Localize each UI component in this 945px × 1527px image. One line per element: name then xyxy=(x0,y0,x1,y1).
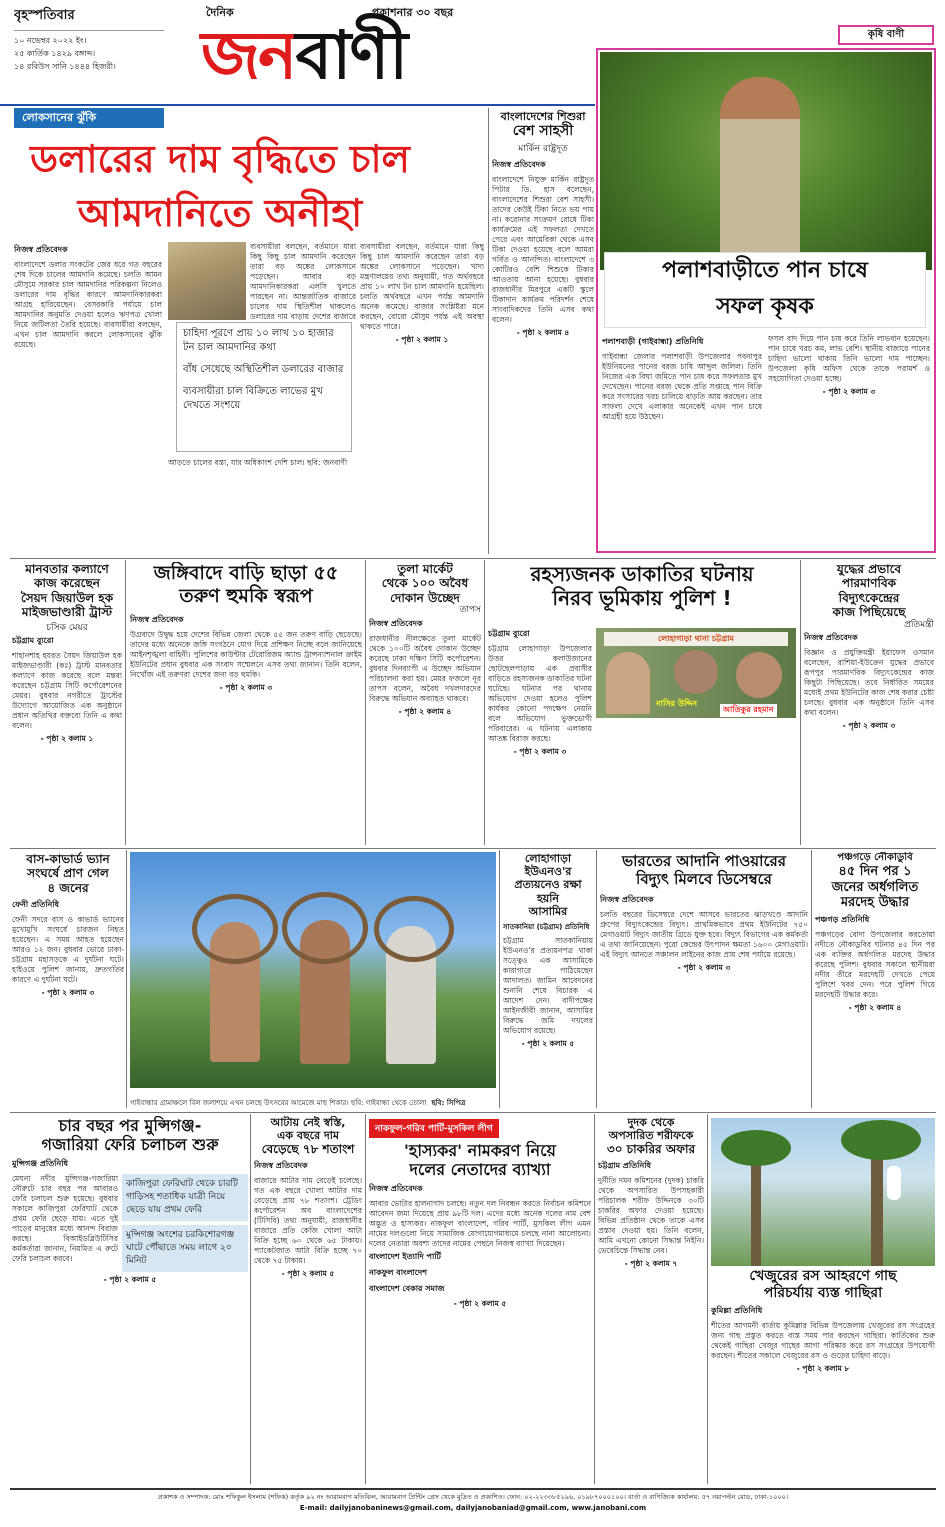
tula-byline: নিজস্ব প্রতিবেদক xyxy=(369,618,423,628)
highlight-item-1: চাহিদা পূরণে প্রায় ১০ লাখ ১০ হাজার টন চাল আমদানির কথা xyxy=(183,328,334,353)
betel-column-2 xyxy=(768,334,930,548)
war-body: বিজ্ঞান ও প্রযুক্তিমন্ত্রী ইয়াফেস ওসমান বলেছেন, রাশিয়া-ইউক্রেন যুদ্ধের প্রভাবে রূপপুর পারমাণবিক বিদ্যুৎকেন্দ্রের কাজ কিছুটা পিছিয়েছে। তবে নির্ধারিত সময়ের মধ্যেই প্রথম ইউনিটের কাজ শেষ করার চেষ্টা চলছে। বুধবার এক অনুষ্ঠানে তিনি এসব কথা বলেন। xyxy=(804,648,934,718)
lead-body-1: বাংলাদেশে ডলার সংকটের জের ধরে গত বছরের শেষ দিকে চালের আমদানি কমেছে। চলতি আমন মৌসুমে সরকার চাল আমদানির পরিকল্পনা নিলেও ডলারের দাম বৃদ্ধির কারণে আমদানিকারকরা আগ্রহ হারিয়েছেন। বেসরকারি পর্যায়ে চাল আমদানির অনুমতি দেওয়া হলেও ঋণপত্র খোলা নিয়ে জটিলতা তৈরি হয়েছে। ব্যবসায়ীরা বলছেন, এখন চাল আমদানি করলে লোকসানের ঝুঁকি রয়েছে। xyxy=(14,260,162,349)
trust-headline-line3: সৈয়দ জিয়াউল হক xyxy=(20,590,114,605)
lohagara-headline-line3: আসামির xyxy=(528,904,568,918)
logo-name-black: বাণী xyxy=(295,17,407,94)
portrait-2 xyxy=(674,650,718,694)
boat-headline-line3: জনের অর্ধগলিত xyxy=(831,879,919,895)
ferry-story xyxy=(12,1116,248,1476)
bus-continued: - পৃষ্ঠা ২ কলাম ৩ xyxy=(41,988,95,998)
robbery-text xyxy=(488,626,592,842)
trust-headline-line4: মাইজভাণ্ডারী ট্রাস্ট xyxy=(21,605,113,620)
boat-headline-line2: ৪৫ দিন পর ১ xyxy=(838,864,912,879)
nickname-byline: নিজস্ব প্রতিবেদক xyxy=(369,1184,423,1194)
dudok-body: দুর্নীতি দমন কমিশনের (দুদক) চাকরি থেকে অপসারিত উপসহকারী পরিচালক শরীফ উদ্দিনকে ৩০টি চাকরির অফার দেওয়া হয়েছে। বিভিন্ন প্রতিষ্ঠান থেকে তাকে এসব প্রস্তাব দেওয়া হয়। তিনি বলেন, আমি এখনো কোনো সিদ্ধান্ত নিইনি। ভেবেচিন্তে সিদ্ধান্ত নেব। xyxy=(598,1175,704,1255)
youth-headline-line1: জঙ্গিবাদে বাড়ি ছাড়া ৫৫ xyxy=(153,562,339,584)
dudok-byline: চট্টগ্রাম প্রতিনিধি xyxy=(598,1160,652,1170)
kids-continued: - পৃষ্ঠা ২ কলাম ৪ xyxy=(516,327,570,337)
tula-body: রাজধানীর নীলক্ষেতে তুলা মার্কেট থেকে ১০০টি অবৈধ দোকান উচ্ছেদ করেছে ঢাকা দক্ষিণ সিটি কর্পোরেশন। বুধবার দিনব্যাপী এ উচ্ছেদ অভিযান পরিচালনা করা হয়। মেয়র ফজলে নূর তাপস বলেন, অবৈধ দখলদারদের বিরুদ্ধে অভিযান অব্যাহত থাকবে। xyxy=(369,633,481,703)
atta-headline-line3: বেড়েছে ৭৮ শতাংশ xyxy=(261,1142,355,1157)
portrait-1 xyxy=(606,652,650,714)
betel-continued: - পৃষ্ঠা ২ কলাম ৩ xyxy=(822,387,876,396)
weekday: বৃহস্পতিবার xyxy=(14,8,75,23)
youth-continued: - পৃষ্ঠা ২ কলাম ৩ xyxy=(219,682,273,692)
lohagara-byline: সাতকানিয়া (চট্টগ্রাম) প্রতিনিধি xyxy=(503,922,590,931)
robbery-headline-line2: নিরব ভূমিকায় পুলিশ ! xyxy=(552,586,732,610)
ferry-highlight-2: মুন্সিগঞ্জ অংশের চরকিশোরগঞ্জ ঘাটে পৌঁছাতে সময় লাগে ২০ মিনিট xyxy=(122,1225,248,1272)
date-palm-story xyxy=(711,1268,935,1478)
lead-photo-caption: আড়তে চালের বস্তা, যার অধিকাংশ দেশি চাল। ছবি: জনবাণী xyxy=(168,458,348,467)
date-hijri: ১৪ রবিউস সানি ১৪৪৪ হিজরী। xyxy=(14,62,116,71)
nickname-continued: - পৃষ্ঠা ২ কলাম ৫ xyxy=(453,1299,507,1309)
war-continued: - পৃষ্ঠা ২ কলাম ৩ xyxy=(842,721,896,731)
newspaper-logo xyxy=(196,2,586,102)
lohagara-headline-line1: লোহাগাড়া ইউএনও'র xyxy=(524,852,572,879)
nickname-headline-line1: 'হাস্যকর' নামকরণ নিয়ে xyxy=(404,1141,556,1160)
ferry-byline: মুন্সিগঞ্জ প্রতিনিধি xyxy=(12,1159,68,1169)
kids-story xyxy=(492,110,594,550)
lead-headline-line1: ডলারের দাম বৃদ্ধিতে চাল xyxy=(30,137,410,181)
lohagara-headline-line2: প্রত্যয়নেও রক্ষা হয়নি xyxy=(514,878,582,905)
masthead-date-block xyxy=(14,6,164,86)
robbery-byline: চট্টগ্রাম ব্যুরো xyxy=(488,629,530,638)
lohagara-continued: - পৃষ্ঠা ২ কলাম ৫ xyxy=(521,1038,575,1048)
highlight-item-2: বাঁধ সেধেছে অস্থিতিশীল ডলারের বাজার xyxy=(183,364,344,375)
war-story xyxy=(804,562,934,842)
youth-headline-line2: তরুণ হুমকি স্বরূপ xyxy=(179,584,313,607)
fishermen-credit: ছবি: সিপিত্র xyxy=(431,1099,466,1107)
war-byline: নিজস্ব প্রতিবেদক xyxy=(804,633,858,643)
nickname-kicker: নাকফুল-গরিব পার্টি-মুসকিল লীগ xyxy=(369,1119,499,1138)
dudok-headline-line3: ৩০ চাকরির অফার xyxy=(606,1142,696,1157)
date-palm-body: শীতের আগমনী বার্তায় কুমিল্লার বিভিন্ন উপজেলায় খেজুরের রস সংগ্রহের জন্য গাছ প্রস্তুত করতে ব্যস্ত সময় পার করছেন গাছিরা। কার্তিকের শুরু থেকেই গাছিরা খেজুর গাছের আগা পরিষ্কার করে রস সংগ্রহের উপযোগী করছেন। শীতের সকালে খেজুরের রস ও গুড়ের চাহিদা বাড়ে। xyxy=(711,1320,935,1360)
palm-crown-1 xyxy=(721,1130,791,1166)
ferry-continued: - পৃষ্ঠা ২ কলাম ৫ xyxy=(103,1275,157,1285)
fish-trap-1 xyxy=(192,894,278,964)
date-palm-continued: - পৃষ্ঠা ২ কলাম ৮ xyxy=(796,1363,850,1373)
fishermen-caption-row xyxy=(130,1090,496,1108)
war-headline-line1: যুদ্ধের প্রভাবে xyxy=(836,562,902,576)
kids-headline-line2: বেশ সাহসী xyxy=(512,123,574,140)
tula-headline-line1: তুলা মার্কেট xyxy=(397,562,453,576)
bus-body: ফেনী সদরে বাস ও কাভার্ড ভ্যানের মুখোমুখি সংঘর্ষে চারজন নিহত হয়েছেন। এ সময় আহত হয়েছেন আরও ১২ জন। বুধবার ভোরে ঢাকা-চট্টগ্রাম মহাসড়কে এ দুর্ঘটনা ঘটে। হাইওয়ে পুলিশ জানায়, দ্রুতগতির কারণে এ দুর্ঘটনা ঘটে। xyxy=(12,915,124,985)
fish-trap-3 xyxy=(374,896,454,962)
nickname-body: আবার ভোটার হালনাগাদ চলছে। নতুন দল নিবন্ধন করতে নির্বাচন কমিশনে আবেদন জমা দিয়েছে প্রায় ৯৮টি দল। এদের মধ্যে অনেক দলের নাম বেশ অদ্ভুত ও হাস্যকর। নাকফুল বাংলাদেশ, গরিব পার্টি, মুসকিল লীগ এমন নামের দলগুলো নিয়ে সামাজিক যোগাযোগমাধ্যমে চলছে নানা আলোচনা। দলের নেতারা অবশ্য তাদের নামের পেছনে নিজস্ব ব্যাখ্যা দিয়েছেন। xyxy=(369,1199,591,1249)
boat-story xyxy=(815,852,935,1102)
imprint-footer xyxy=(10,1492,936,1524)
tula-headline-line3: দোকান উচ্ছেদ xyxy=(390,590,460,605)
trust-headline-line1: মানবতার কল্যাণে xyxy=(25,562,109,576)
adani-headline-line2: বিদ্যুৎ মিলবে ডিসেম্বরে xyxy=(636,870,772,888)
fishermen-photo xyxy=(130,852,496,1088)
boat-continued: - পৃষ্ঠা ২ কলাম ৪ xyxy=(848,1002,902,1012)
lead-continued: - পৃষ্ঠা ২ কলাম ১ xyxy=(395,335,449,344)
trust-continued: - পৃষ্ঠা ২ কলাম ১ xyxy=(40,734,94,744)
logo-name-red: জন xyxy=(201,17,296,94)
boat-body: পঞ্চগড়ের বোদা উপজেলার করতোয়া নদীতে নৌকাডুবির ঘটনার ৪৫ দিন পর এক ব্যক্তির অর্ধগলিত মরদেহ উদ্ধার করেছে পুলিশ। বুধবার সকালে স্থানীয়রা নদীর তীরে মরদেহটি দেখতে পেয়ে পুলিশে খবর দেন। পরে পুলিশ গিয়ে মরদেহটি উদ্ধার করে। xyxy=(815,929,935,999)
boat-headline-line1: পঞ্চগড়ে নৌকাডুবি xyxy=(837,852,913,863)
ferry-headline-line1: চার বছর পর মুন্সিগঞ্জ- xyxy=(58,1116,202,1135)
betel-column-1 xyxy=(602,334,762,548)
contact-line: E-mail: dailyjanobaninews@gmail.com, dailyjanobaniad@gmail.com, www.janobani.com xyxy=(299,1504,647,1512)
robbery-body: চট্টগ্রাম লোহাগাড়া উপজেলার উত্তর কলাউজানের ছোটছেলপাড়ায় এক প্রবাসীর বাড়িতে রহস্যজনক ডাকাতির ঘটনা ঘটেছে। ঘটনার পর থানায় অভিযোগ দেওয়া হলেও পুলিশ কার্যকর কোনো পদক্ষেপ নেয়নি বলে অভিযোগ ভুক্তভোগী পরিবারের। এ ঘটনায় এলাকায় আতঙ্ক বিরাজ করছে। xyxy=(488,644,592,743)
betel-body-2: ফসল বাদ দিয়ে পান চাষ করে তিনি লাভবান হয়েছেন। পান চাষে খরচ কম, লাভ বেশি। স্থানীয় বাজারে পানের চাহিদা ভালো থাকায় তিনি ভালো দাম পাচ্ছেন। উপজেলা কৃষি অফিস থেকে তাকে পরামর্শ ও সহযোগিতা দেওয়া হচ্ছে। xyxy=(768,334,930,383)
ferry-headline-line2: গজারিয়া ফেরি চলাচল শুরু xyxy=(41,1135,219,1155)
atta-headline-line1: আটায় নেই স্বস্তি, xyxy=(270,1116,346,1129)
war-headline-line4: কাজ পিছিয়েছে xyxy=(832,605,906,620)
dudok-headline-line2: অপসারিত শরীফকে xyxy=(608,1129,694,1143)
adani-continued: - পৃষ্ঠা ২ কলাম ৩ xyxy=(677,963,731,972)
betel-headline-box xyxy=(604,252,926,328)
lead-body-3: ব্যবসায়ীরা বলছেন, বর্তমানে যারা কিছু কিছু চাল আমদানি করেছেন তারা বড় অঙ্কের লোকসানে পড়েছেন। খাদ্য মন্ত্রণালয়ের তথ্য অনুযায়ী, গত অর্থবছরে প্রায় ১০ লাখ টন চাল আমদানি হয়েছিল। চলতি অর্থবছরে এখন পর্যন্ত আমদানি অনেক কমেছে। বাজার সংশ্লিষ্টরা মনে করছেন, বোরো মৌসুম পর্যন্ত এই অবস্থা থাকতে পারে। xyxy=(360,242,484,331)
lead-highlight-box xyxy=(176,322,352,452)
palm-crown-2 xyxy=(841,1120,921,1160)
bus-byline: ফেনী প্রতিনিধি xyxy=(12,900,60,910)
nickname-story xyxy=(369,1116,591,1476)
robbery-continued: - পৃষ্ঠা ২ কলাম ৩ xyxy=(513,747,567,756)
trust-headline-line2: কাজ করেছেন xyxy=(34,576,100,591)
kids-headline-line1: বাংলাদেশের শিশুরা xyxy=(500,110,586,123)
photo-name-2: আতিকুর রহমান xyxy=(720,704,777,717)
lead-photo-rice-sacks xyxy=(168,242,246,320)
adani-headline-line1: ভারতের আদানি পাওয়ারের xyxy=(621,852,786,870)
masthead-underline xyxy=(0,104,595,106)
police-station-banner: লোহাগাড়া থানা চট্টগ্রাম xyxy=(604,632,788,646)
dudok-continued: - পৃষ্ঠা ২ কলাম ৭ xyxy=(624,1258,678,1268)
ferry-highlight-1: কাজিপুরা ফেরিঘাট থেকে চারটি গাড়িসহ শতাধিক যাত্রী নিয়ে ছেড়ে যায় প্রথম ফেরি xyxy=(122,1174,248,1221)
youth-story xyxy=(130,562,362,842)
betel-farmer-photo xyxy=(600,52,932,270)
krishi-bani-tag: কৃষি বাণী xyxy=(838,25,934,45)
atta-body: বাজারে আটার দাম বেড়েই চলেছে। গত এক বছরে খোলা আটার দাম বেড়েছে প্রায় ৭৮ শতাংশ। ট্রেডিং কর্পোরেশন অব বাংলাদেশের (টিসিবি) তথ্য অনুযায়ী, রাজধানীর বাজারে প্রতি কেজি খোলা আটা বিক্রি হচ্ছে ৬০ থেকে ৬৫ টাকায়। প্যাকেটজাত আটা বিক্রি হচ্ছে ৭০ থেকে ৭৫ টাকায়। xyxy=(254,1175,362,1265)
tula-headline-line2: থেকে ১০০ অবৈধ xyxy=(381,576,469,591)
betel-body-1: গাইবান্ধা জেলার পলাশবাড়ী উপজেলার পবনাপুর ইউনিয়নের পানের বরজ চাষি আব্দুল জলিল। তিনি নিজের এক বিঘা জমিতে পান চাষ করে সফলতার মুখ দেখেছেন। পানের বরজ থেকে প্রতি সপ্তাহে পান বিক্রি করে সংসারের খরচ চালিয়ে বাড়তি আয় করছেন। তার সাফল্য দেখে এলাকার অনেকেই এখন পান চাষে আগ্রহী হয়ে উঠছেন। xyxy=(602,352,762,421)
lead-headline-line2: আমদানিতে অনীহা xyxy=(77,191,363,235)
lead-column-3 xyxy=(360,242,484,552)
nickname-subhead-1: বাংলাদেশ ইত্যাদি পার্টি xyxy=(369,1252,441,1262)
trust-body: শাহানশাহ হযরত সৈয়দ জিয়াউল হক মাইজভাণ্ডারী (কঃ) ট্রাস্ট মানবতার কল্যাণে কাজ করেছে বলে মন্তব্য করেছেন চট্টগ্রাম সিটি কর্পোরেশনের মেয়র। বুধবার নগরীতে ট্রাস্টের উদ্যোগে আয়োজিত এক অনুষ্ঠানে প্রধান অতিথির বক্তব্যে তিনি এ কথা বলেন। xyxy=(12,651,122,731)
betel-byline: পলাশবাড়ী (গাইবান্ধা) প্রতিনিধি xyxy=(602,337,704,346)
date-palm-photo xyxy=(711,1118,935,1266)
date-palm-byline: কুমিল্লা প্রতিনিধি xyxy=(711,1305,763,1315)
atta-continued: - পৃষ্ঠা ২ কলাম ৫ xyxy=(281,1268,335,1278)
trust-subhead: চসিক মেয়র xyxy=(46,622,88,633)
bus-headline-line1: বাস-কাভার্ড ভ্যান xyxy=(26,852,110,866)
war-headline-line3: বিদ্যুৎকেন্দ্রের xyxy=(838,590,900,605)
lead-column-2 xyxy=(250,242,356,320)
kids-body: বাংলাদেশে নিযুক্ত মার্কিন রাষ্ট্রদূত পিটার ডি. হাস বলেছেন, বাংলাদেশের শিশুরা বেশ সাহসী। তাদের কেউই টিকা নিতে ভয় পায় না। করোনার সংক্রমণ রোধে টিকা কার্যক্রমের এই সফলতা দেখতে পেরে এবং আমেরিকা থেকে এসব টিকা দেওয়া হয়েছে বলে আমরা গর্বিত ও আনন্দিত। বাংলাদেশে ৩ কোটিরও বেশি শিশুকে টিকার আওতায় আনা হয়েছে। বুধবার রাজধানীর মিরপুরে একটি স্কুলে টিকাদান কার্যক্রম পরিদর্শন শেষে সাংবাদিকদের তিনি এসব কথা বলেন। xyxy=(492,174,594,324)
imprint-line: প্রকাশক ও সম্পাদক: মোঃ শফিকুল ইসলাম (শফিক) কর্তৃক ৯২ নং আরামবাগ মতিঝিল, আরামবাগ প্রিন্টিং প্রেস থেকে মুদ্রিত ও প্রকাশিত। ফোন: ০২-২২৩৩৮৫২৯৬, ০১৯৮৭০০০১০০। বার্তা ও বাণিজ্যিক কার্যালয়: ৫৭ নয়াপল্টন রোড, ঢাকা-১০০০। xyxy=(157,1493,789,1501)
lead-byline: নিজস্ব প্রতিবেদক xyxy=(14,245,68,254)
tula-subhead: তাপস xyxy=(459,605,481,616)
betel-headline-line1: পলাশবাড়ীতে পান চাষে xyxy=(662,258,868,283)
trust-byline: চট্টগ্রাম ব্যুরো xyxy=(12,636,54,646)
photo-name-1: নাসির উদ্দিন xyxy=(656,699,698,708)
atta-headline-line2: এক বছরে দাম xyxy=(276,1129,340,1143)
lohagara-story xyxy=(503,852,593,1102)
kids-subhead: মার্কিন রাষ্ট্রদূত xyxy=(518,143,568,154)
lead-column-1 xyxy=(14,242,162,552)
date-palm-headline-line1: খেজুরের রস আহরণে গাছ xyxy=(749,1268,897,1284)
robbery-photo-collage xyxy=(596,628,796,718)
fish-trap-2 xyxy=(282,892,368,964)
dudok-story xyxy=(598,1116,704,1476)
war-subhead: প্রতিমন্ত্রী xyxy=(904,619,934,630)
tula-continued: - পৃষ্ঠা ২ কলাম ৪ xyxy=(398,706,452,716)
logo-daily: দৈনিক xyxy=(206,6,234,19)
kids-byline: নিজস্ব প্রতিবেদক xyxy=(492,159,546,169)
trust-story xyxy=(12,562,122,842)
date-english: ১০ নভেম্বর ২০২২ ইং। xyxy=(14,36,87,45)
youth-body: উগ্রবাদে উদ্বুদ্ধ হয়ে দেশের বিভিন্ন জেলা থেকে ৫৫ জন তরুণ বাড়ি ছেড়েছে। তাদের মধ্যে অনেকে জঙ্গি সংগঠনে যোগ দিয়ে প্রশিক্ষণ নিচ্ছে বলে জানিয়েছে আইনশৃঙ্খলা বাহিনী। পুলিশের কাউন্টার টেরোরিজম অ্যান্ড ট্রান্সন্যাশনাল ক্রাইম ইউনিটের প্রধান বুধবার এক সংবাদ সম্মেলনে এসব তথ্য জানান। তিনি বলেন, নিখোঁজ এই তরুণরা দেশের জন্য বড় হুমকি। xyxy=(130,629,362,679)
boat-headline-line4: মরদেহ উদ্ধার xyxy=(840,895,910,911)
tula-story xyxy=(369,562,481,842)
sap-collector xyxy=(887,1166,901,1200)
logo-since: প্রকাশনার ৩০ বছর xyxy=(371,6,454,19)
lead-kicker: লোকসানের ঝুঁকি xyxy=(14,108,164,128)
nickname-subhead-2: নাকফুল বাংলাদেশ xyxy=(369,1268,427,1278)
bus-headline-line3: ৪ জনের xyxy=(47,880,89,895)
atta-story xyxy=(254,1116,362,1476)
boat-byline: পঞ্চগড় প্রতিনিধি xyxy=(815,914,870,924)
youth-byline: নিজস্ব প্রতিবেদক xyxy=(130,614,184,624)
date-palm-headline-line2: পরিচর্যায় ব্যস্ত গাছিরা xyxy=(763,1284,883,1301)
atta-byline: নিজস্ব প্রতিবেদক xyxy=(254,1160,308,1170)
fishermen-caption: গাইবান্ধার গ্রামাঞ্চলে বিল জলাশয়ে এখন চলছে উৎসবের আমেজে মাছ শিকার। ছবি: গাইবান্ধা থেকে তোলা xyxy=(130,1099,427,1107)
highlight-item-3: ব্যবসায়ীরা চাল বিক্রিতে লাভের মুখ দেখতে সংশয়ে xyxy=(183,386,323,411)
adani-body: চলতি বছরের ডিসেম্বরে দেশে আসবে ভারতের ঝাড়খণ্ডে আদানি গ্রুপের বিদ্যুৎকেন্দ্রের বিদ্যুৎ। প্রাথমিকভাবে প্রথম ইউনিটের ৭৫০ মেগাওয়াট বিদ্যুৎ জাতীয় গ্রিডে যুক্ত হবে। বিদ্যুৎ বিভাগের এক কর্মকর্তা এ তথ্য জানিয়েছেন। পুরো কেন্দ্রের উৎপাদন ক্ষমতা ১৬০০ মেগাওয়াট। এই বিদ্যুৎ আনতে সঞ্চালন লাইনের কাজ প্রায় শেষ পর্যায়ে রয়েছে। xyxy=(600,910,808,959)
bus-headline-line2: সংঘর্ষে প্রাণ গেল xyxy=(27,866,109,881)
dudok-headline-line1: দুদক থেকে xyxy=(627,1116,675,1129)
ferry-body: মেঘনা নদীর মুন্সিগঞ্জ-গজারিয়া নৌরুটে চার বছর পর আবারও ফেরি চলাচল শুরু হয়েছে। বুধবার সকালে কাজিপুরা ফেরিঘাট থেকে প্রথম ফেরি ছেড়ে যায়। এতে দুই পাড়ের মানুষের মধ্যে আনন্দ বিরাজ করছে। বিআইডব্লিউটিসির কর্মকর্তারা জানান, নিয়মিত এ রুটে ফেরি চলাচল করবে। xyxy=(12,1174,118,1264)
nickname-headline-line2: দলের নেতাদের ব্যাখ্যা xyxy=(409,1160,551,1180)
portrait-3 xyxy=(736,652,782,698)
robbery-headline-line1: রহস্যজনক ডাকাতির ঘটনায় xyxy=(530,562,754,586)
adani-byline: নিজস্ব প্রতিবেদক xyxy=(600,895,654,904)
lohagara-body: চট্টগ্রাম সাতকানিয়ায় ইউএনও'র প্রত্যয়নপত্র থাকা সত্ত্বেও এক আসামিকে কারাগারে পাঠিয়েছেন আদালত। জামিন আবেদনের শুনানি শেষে বিচারক এ আদেশ দেন। বাদীপক্ষের আইনজীবী জানান, আসামির বিরুদ্ধে জমি দখলের অভিযোগ রয়েছে। xyxy=(503,935,593,1035)
date-bangla: ২৫ কার্তিক ১৪২৯ বঙ্গাব্দ। xyxy=(14,49,96,58)
farmer-figure xyxy=(720,77,800,267)
bus-story xyxy=(12,852,124,1102)
war-headline-line2: পারমাণবিক xyxy=(841,576,897,591)
adani-story xyxy=(600,852,808,1102)
lead-body-2: ব্যবসায়ীরা বলছেন, বর্তমানে যারা কিছু কিছু চাল আমদানি করেছেন তারা বড় অঙ্কের লোকসানে পড়েছেন। আবার বড় আমদানিকারকরা এলসি খুলতে পারছেন না। আন্তর্জাতিক বাজারে চালের দাম স্থিতিশীল থাকলেও ডলারের দাম বাড়ায় দেশের বাজারে xyxy=(250,242,356,320)
betel-headline-line2: সফল কৃষক xyxy=(716,294,814,319)
nickname-subhead-3: বাংলাদেশ বেকার সমাজ xyxy=(369,1284,445,1294)
